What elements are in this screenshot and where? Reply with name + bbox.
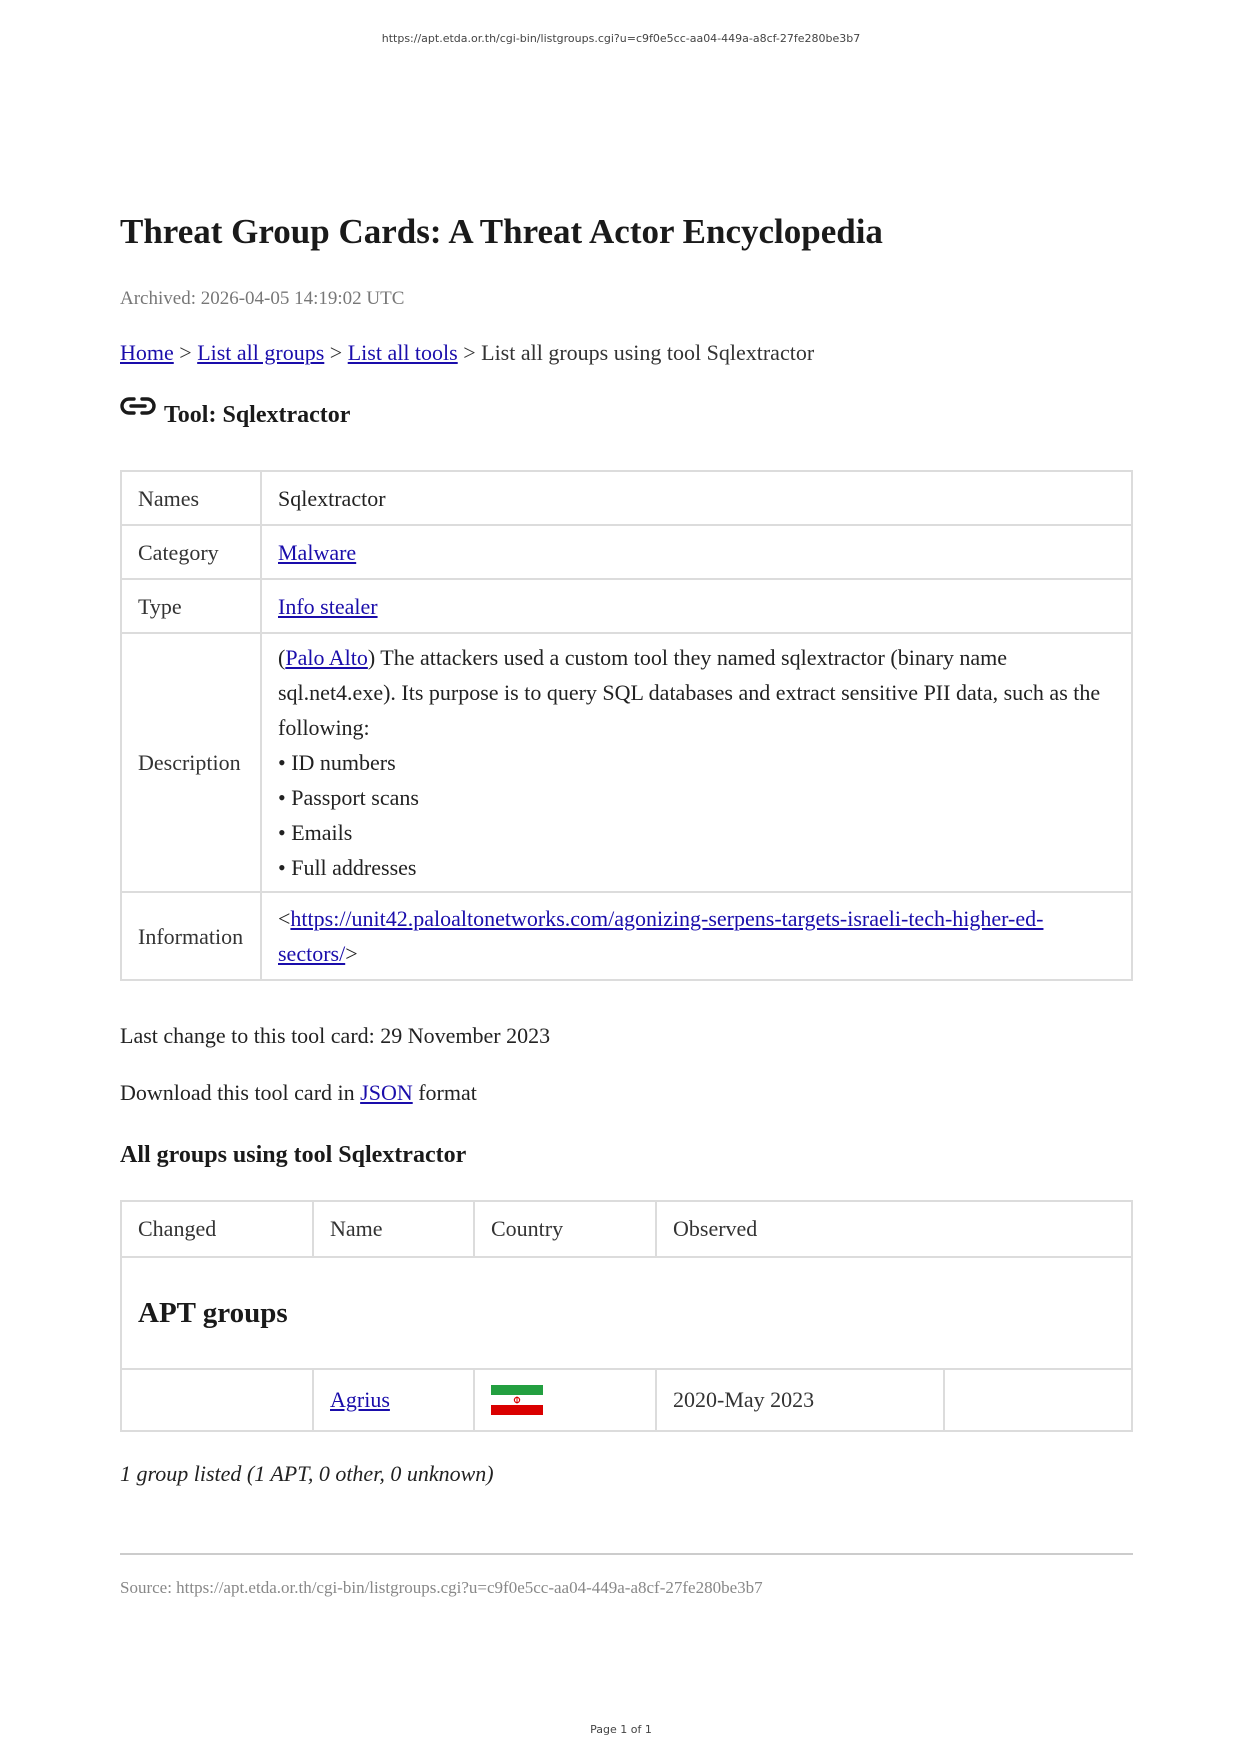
- tool-category-cell: [261, 525, 1132, 579]
- tool-row-category: [121, 525, 1132, 579]
- row-label: Information: [121, 892, 261, 980]
- group-extra-cell: [944, 1369, 1132, 1431]
- groups-table: [120, 1200, 1133, 1432]
- description-body: ) The attackers used a custom tool they named sqlextractor (binary name sql.net4.exe). Its purpose is to query SQL databases and extract sensitive PII data, such as the following:: [278, 645, 1101, 740]
- group-name-link[interactable]: Agrius: [330, 1387, 390, 1412]
- download-line: [120, 1080, 477, 1106]
- category-link[interactable]: Malware: [278, 539, 357, 565]
- tool-row-names: [121, 471, 1132, 525]
- type-link[interactable]: Info stealer: [278, 593, 378, 619]
- list-item: • Emails: [278, 820, 353, 845]
- groups-summary: 1 group listed (1 APT, 0 other, 0 unknown): [120, 1461, 494, 1486]
- iran-flag-icon: [491, 1385, 543, 1415]
- group-country-cell: [474, 1369, 656, 1431]
- groups-section-row: [121, 1257, 1132, 1369]
- breadcrumb-separator: >: [324, 340, 348, 365]
- group-name-cell: [313, 1369, 474, 1431]
- group-observed-cell: 2020-May 2023: [656, 1369, 944, 1431]
- row-label: Type: [121, 579, 261, 633]
- description-text: [278, 640, 1115, 745]
- breadcrumb-list-groups-link[interactable]: List all groups: [197, 340, 325, 365]
- breadcrumb: [120, 340, 814, 366]
- tool-heading: [120, 402, 350, 429]
- row-label: Names: [121, 471, 261, 525]
- tool-row-information: [121, 892, 1132, 980]
- archived-timestamp: Archived: 2026-04-05 14:19:02 UTC: [120, 288, 405, 309]
- info-open-bracket: <: [278, 906, 291, 931]
- column-header-observed: Observed: [656, 1201, 1132, 1257]
- list-item: • ID numbers: [278, 750, 396, 775]
- description-source-link[interactable]: Palo Alto: [285, 645, 368, 670]
- tool-description-cell: [261, 633, 1132, 892]
- tool-row-description: [121, 633, 1132, 892]
- row-label: Category: [121, 525, 261, 579]
- table-row: [121, 1369, 1132, 1431]
- tool-row-type: [121, 579, 1132, 633]
- tool-information-cell: [261, 892, 1132, 980]
- groups-heading: All groups using tool Sqlextractor: [120, 1142, 467, 1168]
- page-number: Page 1 of 1: [590, 1723, 652, 1736]
- print-header-url: https://apt.etda.or.th/cgi-bin/listgroups.cgi?u=c9f0e5cc-aa04-449a-a8cf-27fe280be3b7: [381, 32, 861, 45]
- information-reference-link[interactable]: https://unit42.paloaltonetworks.com/agonizing-serpens-targets-israeli-tech-higher-ed-sectors/: [278, 906, 1044, 966]
- last-change-text: Last change to this tool card: 29 November 2023: [120, 1023, 551, 1048]
- breadcrumb-current: > List all groups using tool Sqlextractor: [457, 340, 815, 365]
- tool-type-cell: [261, 579, 1132, 633]
- list-item: • Passport scans: [278, 785, 419, 810]
- section-cell: [121, 1257, 1132, 1369]
- tool-card-table: [120, 470, 1133, 981]
- description-open-paren: (: [278, 645, 286, 670]
- section-title: APT groups: [138, 1296, 288, 1329]
- source-url: Source: https://apt.etda.or.th/cgi-bin/listgroups.cgi?u=c9f0e5cc-aa04-449a-a8cf-27fe280be3b7: [120, 1578, 763, 1597]
- tool-heading-text: Tool: Sqlextractor: [164, 402, 351, 428]
- description-bullet-list: [278, 745, 1115, 885]
- download-prefix: Download this tool card in: [120, 1080, 361, 1105]
- link-icon: [120, 393, 156, 419]
- divider: [120, 1553, 1133, 1555]
- json-download-link[interactable]: JSON: [360, 1080, 413, 1105]
- group-changed-cell: [121, 1369, 313, 1431]
- breadcrumb-home-link[interactable]: Home: [120, 340, 174, 365]
- breadcrumb-separator: >: [173, 340, 198, 365]
- column-header-name: Name: [313, 1201, 474, 1257]
- tool-names-value: Sqlextractor: [261, 471, 1132, 525]
- download-suffix: format: [412, 1080, 477, 1105]
- row-label: Description: [121, 633, 261, 892]
- breadcrumb-list-tools-link[interactable]: List all tools: [347, 340, 458, 365]
- info-close-bracket: >: [345, 941, 358, 966]
- column-header-country: Country: [474, 1201, 656, 1257]
- page-title: Threat Group Cards: A Threat Actor Encyclopedia: [120, 212, 883, 251]
- list-item: • Full addresses: [278, 855, 417, 880]
- groups-table-header: [121, 1201, 1132, 1257]
- column-header-changed: Changed: [121, 1201, 313, 1257]
